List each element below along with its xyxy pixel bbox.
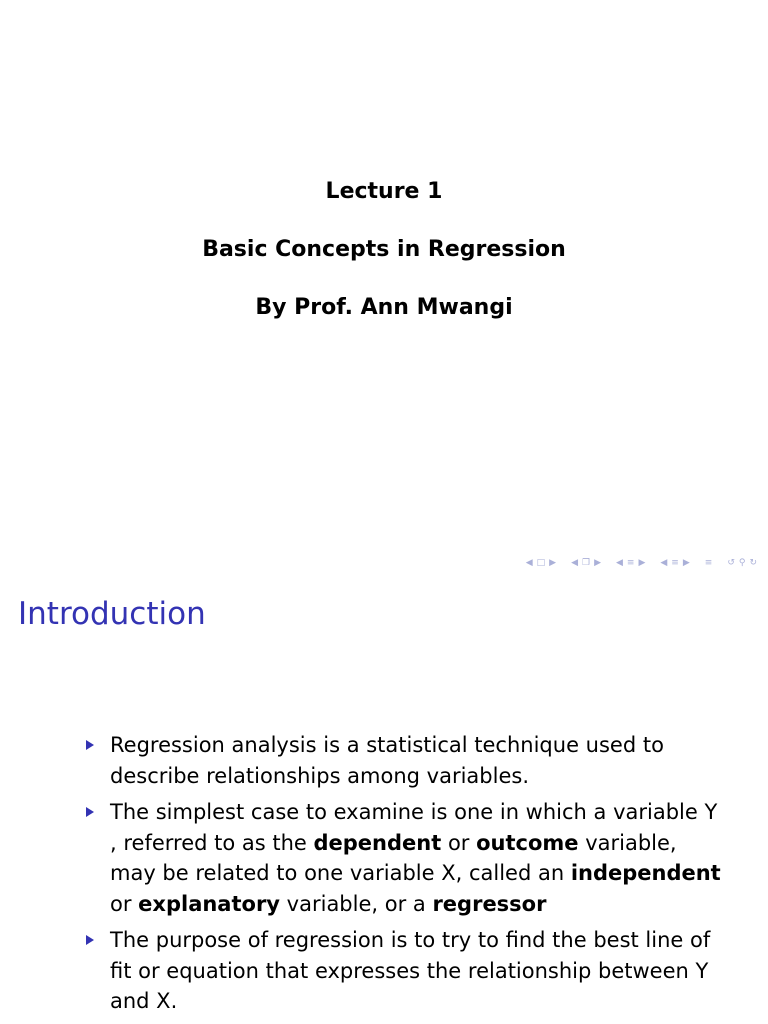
beamer-navigation-bar <box>525 556 758 570</box>
undo-icon[interactable]: ↺ <box>727 558 735 568</box>
frame-back-icon[interactable]: ◀ <box>571 558 578 568</box>
bullet-segment: variable, may be related to one variable X, called an <box>110 830 677 885</box>
bullet-item <box>86 797 726 919</box>
redo-icon[interactable]: ↻ <box>749 558 757 568</box>
bullet-text <box>110 800 721 916</box>
bullet-text <box>110 928 710 1013</box>
search-icon[interactable]: ⚲ <box>738 558 746 568</box>
bold-term: dependent <box>313 830 442 855</box>
frame-forward-icon[interactable]: ▶ <box>594 558 601 568</box>
square-icon[interactable]: □ <box>536 558 546 568</box>
frame-title: Introduction <box>18 596 206 632</box>
bullet-text <box>110 733 664 788</box>
bold-term: outcome <box>476 830 579 855</box>
bullet-list <box>86 730 726 1023</box>
frame-icon[interactable]: ❐ <box>581 558 591 568</box>
bullet-triangle-icon <box>86 740 94 750</box>
bullet-item <box>86 925 726 1017</box>
bullet-item <box>86 730 726 791</box>
bullet-segment: variable, or a <box>280 891 433 916</box>
section-back-icon[interactable]: ◀ <box>660 558 668 568</box>
bullet-triangle-icon <box>86 935 94 945</box>
subsection-forward-icon[interactable]: ▶ <box>638 558 646 568</box>
bullet-segment: Regression analysis is a statistical technique used to describe relationships among variables. <box>110 733 664 788</box>
bullet-segment: The purpose of regression is to try to find the best line of fit or equation that expresses the relationship between Y and X. <box>110 928 711 1013</box>
toc-icon[interactable]: ≡ <box>704 558 713 568</box>
subsection-back-icon[interactable]: ◀ <box>615 558 623 568</box>
bold-term: regressor <box>432 891 547 916</box>
arrow-right-icon[interactable]: ▶ <box>549 558 557 568</box>
section-icon[interactable]: ≡ <box>671 558 679 568</box>
bold-term: independent <box>570 861 721 885</box>
bullet-segment: or <box>110 891 139 916</box>
lecture-number: Lecture 1 <box>325 179 443 204</box>
introduction-slide <box>0 576 768 1024</box>
bullet-triangle-icon <box>86 807 94 817</box>
lecture-topic: Basic Concepts in Regression <box>202 237 566 262</box>
subsection-icon[interactable]: ≡ <box>626 558 635 568</box>
lecture-author: By Prof. Ann Mwangi <box>255 295 513 320</box>
arrow-left-icon[interactable]: ◀ <box>525 558 533 568</box>
bullet-segment: or <box>441 830 477 855</box>
section-forward-icon[interactable]: ▶ <box>682 558 690 568</box>
bullet-segment: The simplest case to examine is one in which a variable Y , referred to as the <box>110 800 718 855</box>
bold-term: explanatory <box>138 891 280 916</box>
